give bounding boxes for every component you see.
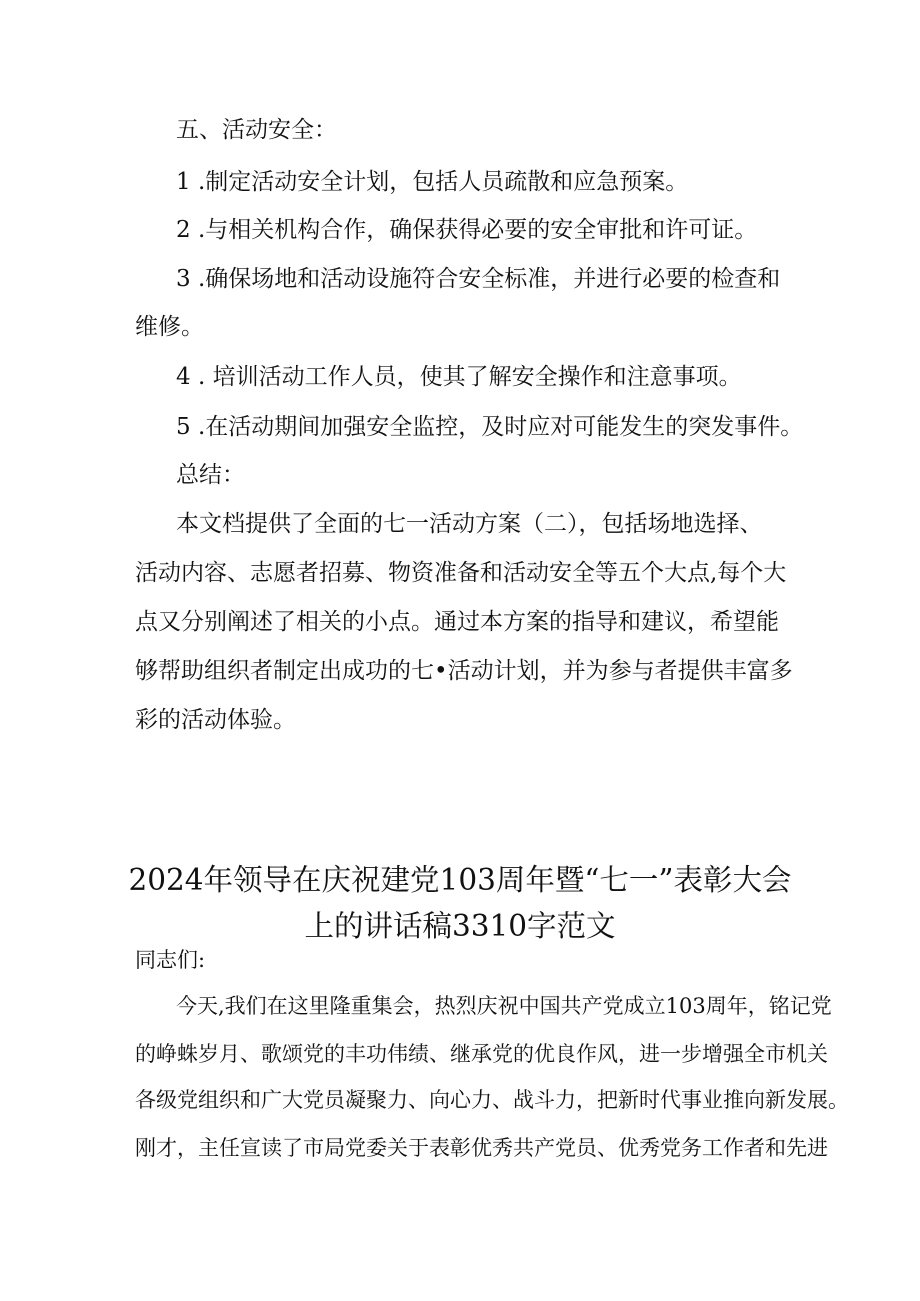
article-line: 的峥蛛岁月、歌颂党的丰功伟绩、继承党的优良作风，进一步增强全市机关 xyxy=(135,1042,828,1066)
summary-heading: 总结： xyxy=(176,462,245,488)
article-line: 各级党组织和广大党员凝聚力、向心力、战斗力，把新时代事业推向新发展。 xyxy=(135,1088,849,1112)
list-item: 5 .在活动期间加强安全监控，及时应对可能发生的突发事件。 xyxy=(176,414,804,440)
list-item-continuation: 维修。 xyxy=(135,314,204,340)
list-item: 2 .与相关机构合作，确保获得必要的安全审批和许可证。 xyxy=(176,217,758,243)
summary-line: 点又分别阐述了相关的小点。通过本方案的指导和建议，希望能 xyxy=(135,609,779,635)
list-item: 4 . 培训活动工作人员，使其了解安全操作和注意事项。 xyxy=(176,364,742,390)
list-item: 3 .确保场地和活动设施符合安全标准，并进行必要的检查和 xyxy=(176,266,781,292)
summary-line: 够帮助组织者制定出成功的七•活动计划，并为参与者提供丰富多 xyxy=(135,658,793,684)
summary-line: 本文档提供了全面的七一活动方案（二），包括场地选择、 xyxy=(176,511,763,537)
section-heading: 五、活动安全： xyxy=(176,117,337,143)
article-title-line-2: 上的讲话稿3310字范文 xyxy=(304,909,616,943)
salutation: 同志们: xyxy=(135,948,206,972)
article-line: 刚才，主任宣读了市局党委关于表彰优秀共产党员、优秀党务工作者和先进 xyxy=(135,1136,828,1160)
article-title-line-1: 2024年领导在庆祝建党103周年暨“七一”表彰大会 xyxy=(128,863,792,897)
summary-line: 活动内容、志愿者招募、物资准备和活动安全等五个大点,每个大 xyxy=(135,560,787,586)
summary-line: 彩的活动体验。 xyxy=(135,707,296,733)
article-line: 今天,我们在这里隆重集会，热烈庆祝中国共产党成立103周年，铭记党 xyxy=(176,994,832,1018)
list-item: 1 .制定活动安全计划，包括人员疏散和应急预案。 xyxy=(176,169,689,195)
